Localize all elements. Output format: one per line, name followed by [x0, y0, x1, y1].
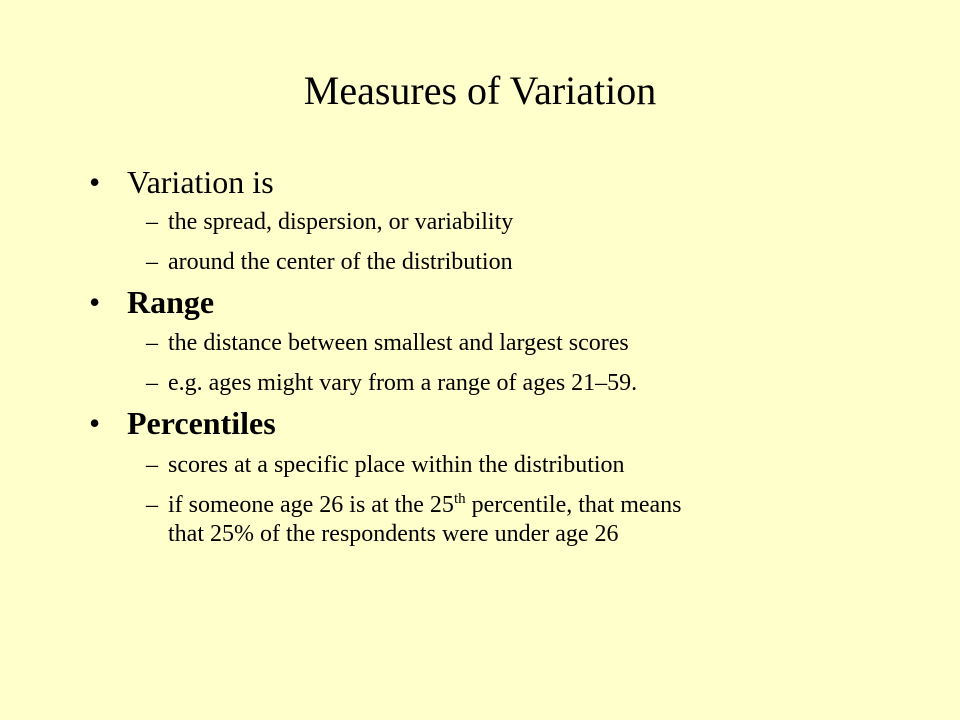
bullet-range	[89, 284, 214, 320]
sub-text-distance: the distance between smallest and largest scores	[168, 330, 629, 356]
bullet-variation	[89, 164, 274, 200]
percentile-text-before: if someone age 26 is at the 25	[168, 492, 454, 518]
sub-text-percentile-continuation: that 25% of the respondents were under age 26	[168, 521, 619, 547]
bullet-text-variation: Variation is	[127, 164, 274, 200]
slide-title: Measures of Variation	[303, 68, 657, 113]
bullet-text-range: Range	[127, 284, 215, 320]
sub-dash: –	[146, 209, 158, 235]
sub-text-scores-specific: scores at a specific place within the distribution	[168, 452, 625, 478]
percentile-text-after: percentile, that means	[465, 492, 682, 518]
sub-text-spread: the spread, dispersion, or variability	[168, 209, 514, 235]
bullet-percentiles	[89, 405, 276, 441]
sub-text-around-center: around the center of the distribution	[168, 249, 513, 275]
bullet-text-percentiles: Percentiles	[127, 405, 276, 441]
bullet-dot: •	[89, 164, 101, 200]
sub-dash: –	[146, 492, 158, 518]
sub-dash: –	[146, 249, 158, 275]
sub-dash: –	[146, 452, 158, 478]
ordinal-superscript: th	[453, 491, 466, 507]
sub-text-ages-example: e.g. ages might vary from a range of ages 21–59.	[168, 370, 638, 396]
sub-text-percentile-example	[168, 491, 682, 519]
bullet-dot: •	[89, 405, 101, 441]
bullet-dot: •	[89, 284, 101, 320]
sub-dash: –	[146, 330, 158, 356]
sub-dash: –	[146, 370, 158, 396]
